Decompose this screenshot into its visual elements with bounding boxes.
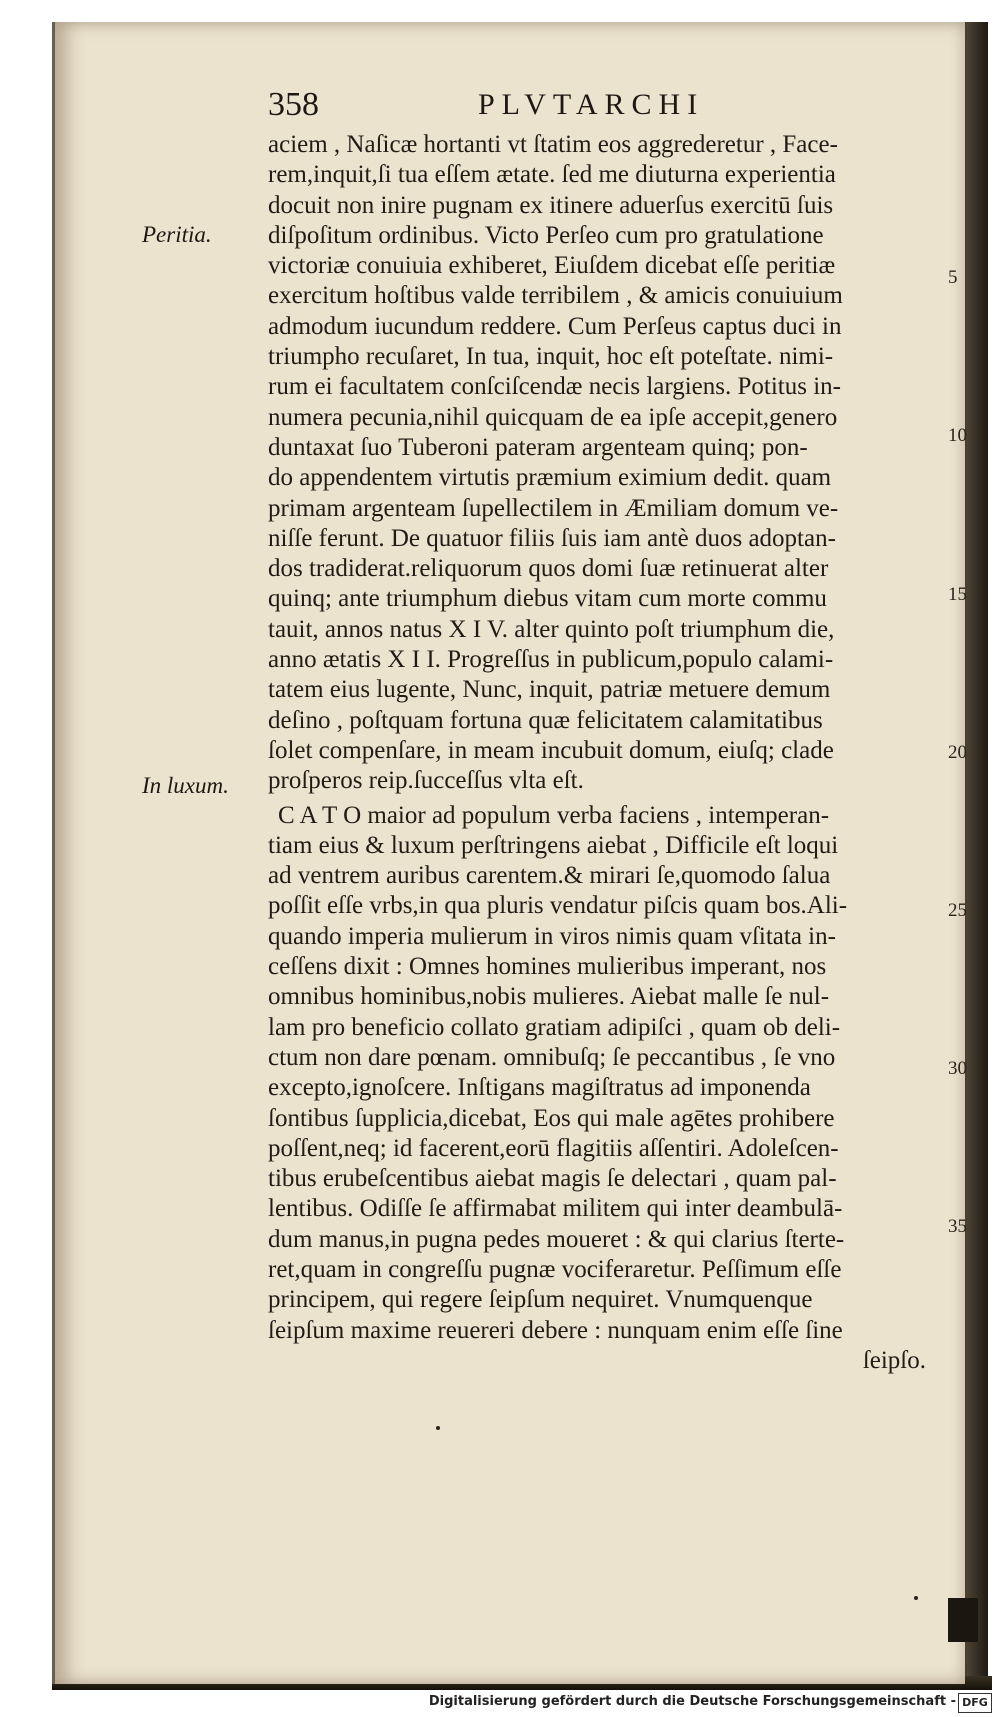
text-line: ad ventrem auribus carentem.& mirari ſe,quomodo ſalua [268, 862, 831, 890]
text-line: triumpho recuſaret, In tua, inquit, hoc eſt poteſtate. nimi- [268, 343, 834, 371]
line-number: 25 [948, 900, 967, 921]
text-line: ret,quam in congreſſu pugnæ vociferaretur. Peſſimum eſſe [268, 1255, 842, 1283]
text-line: ſeipſum maxime reuereri debere : nunquam enim eſſe ſine [268, 1316, 843, 1344]
line-number: 15 [948, 584, 967, 605]
text-line: tibus erubeſcentibus aiebat magis ſe delectari , quam pal- [268, 1165, 837, 1193]
text-line: tauit, annos natus X I V. alter quinto poſt triumphum die, [268, 615, 835, 643]
text-line: tatem eius lugente, Nunc, inquit, patriæ metuere demum [268, 676, 831, 704]
page-number: 358 [268, 86, 319, 123]
text-line: primam argenteam ſupellectilem in Æmiliam domum ve- [268, 494, 839, 522]
text-line: numera pecunia,nihil quicquam de ea ipſe accepit,genero [268, 403, 838, 431]
line-number: 10 [948, 425, 967, 446]
text-line: niſſe ferunt. De quatuor filiis ſuis iam antè duos adoptan- [268, 524, 836, 552]
running-title: PLVTARCHI [478, 88, 705, 121]
dfg-logo: DFG [958, 1693, 992, 1713]
text-line: rum ei facultatem conſciſcendæ necis largiens. Potitus in- [268, 373, 841, 401]
side-note-in-luxum: In luxum. [142, 773, 229, 798]
text-line: principem, qui regere ſeipſum nequiret. Vnumquenque [268, 1286, 813, 1314]
text-line: docuit non inire pugnam ex itinere aduerſus exercitū ſuis [268, 191, 834, 219]
stray-ink-dot [914, 1596, 918, 1600]
text-line: poſſit eſſe vrbs,in qua pluris vendatur piſcis quam bos.Ali- [268, 892, 848, 920]
line-number: 20 [948, 742, 967, 763]
body-text [268, 130, 946, 1376]
text-line: admodum iucundum reddere. Cum Perſeus captus duci in [268, 312, 842, 340]
stray-ink-dot [436, 1426, 440, 1430]
text-line: quinq; ante triumphum diebus vitam cum morte commu [268, 585, 827, 613]
text-line: proſperos reip.ſucceſſus vlta eſt. [268, 767, 584, 795]
text-line: aciem , Naſicæ hortanti vt ſtatim eos aggrederetur , Face- [268, 131, 838, 158]
catchword: ſeipſo. [862, 1346, 926, 1374]
text-line: dum manus,in pugna pedes moueret : & qui clarius ſterte- [268, 1225, 845, 1253]
page-header [268, 86, 928, 128]
text-line: diſpoſitum ordinibus. Victo Perſeo cum pro gratulatione [268, 221, 824, 249]
text-line: ceſſens dixit : Omnes homines mulieribus imperant, nos [268, 953, 827, 981]
text-line: ſolet compenſare, in meam incubuit domum, eiuſq; clade [268, 736, 834, 764]
text-line: tiam eius & luxum perſtringens aiebat , Difficile eſt loqui [268, 831, 839, 859]
text-line: poſſent,neq; id facerent,eorū flagitiis aſſentiri. Adoleſcen- [268, 1134, 839, 1162]
line-number: 5 [948, 267, 958, 288]
text-line: rem,inquit,ſi tua eſſem ætate. ſed me diuturna experientia [268, 161, 836, 189]
line-number: 30 [948, 1058, 967, 1079]
digitization-footer [0, 1690, 1000, 1717]
text-line: lam pro beneficio collato gratiam adipiſci , quam ob deli- [268, 1013, 841, 1041]
page-corner-mark [948, 1598, 978, 1642]
text-line: omnibus hominibus,nobis mulieres. Aiebat malle ſe nul- [268, 983, 830, 1011]
paragraph-cato [268, 801, 946, 1377]
text-line: deſino , poſtquam fortuna quæ felicitatem calamitatibus [268, 706, 823, 734]
text-line: ſontibus ſupplicia,dicebat, Eos qui male agētes prohibere [268, 1104, 835, 1132]
text-line: C A T O maior ad populum verba faciens , intemperan- [278, 801, 830, 829]
text-line: duntaxat ſuo Tuberoni pateram argenteam quinq; pon- [268, 433, 808, 461]
text-line: do appendentem virtutis præmium eximium dedit. quam [268, 464, 832, 492]
text-line: excepto,ignoſcere. Inſtigans magiſtratus ad imponenda [268, 1074, 811, 1102]
side-note-peritia: Peritia. [142, 222, 212, 247]
text-line: quando imperia mulierum in viros nimis quam vſitata in- [268, 922, 836, 950]
funding-note: Digitalisierung gefördert durch die Deutsche Forschungsgemeinschaft - [428, 1694, 956, 1709]
paragraph-aemilius [268, 130, 946, 797]
line-number: 35 [948, 1216, 967, 1237]
text-line: dos tradiderat.reliquorum quos domi ſuæ retinuerat alter [268, 555, 829, 583]
text-line: victoriæ conuiuia exhiberet, Eiuſdem dicebat eſſe peritiæ [268, 252, 836, 280]
text-line: lentibus. Odiſſe ſe affirmabat militem qui inter deambulā- [268, 1195, 843, 1223]
text-line: ctum non dare pœnam. omnibuſq; ſe peccantibus , ſe vno [268, 1043, 836, 1071]
text-line: exercitum hoſtibus valde terribilem , & amicis conuiuium [268, 282, 843, 310]
text-line: anno ætatis X I I. Progreſſus in publicum,populo calami- [268, 646, 834, 674]
